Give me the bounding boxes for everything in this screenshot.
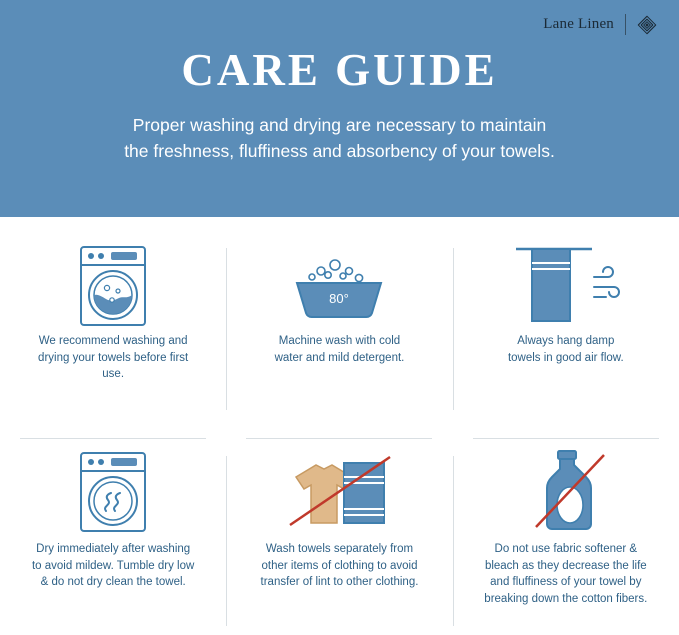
header-banner [0,0,679,217]
divider-horizontal-1 [20,438,206,439]
washing-machine-icon [73,243,153,329]
divider-vertical-4 [453,456,454,626]
tumble-dryer-icon [73,449,153,535]
tip-1-icon-box [0,217,226,337]
tip-5-line-3: transfer of lint to other clothing. [260,576,419,588]
tip-2-icon-box [226,217,452,337]
tip-6-caption [473,541,658,607]
tip-6-line-1: Do not use fabric softener & [494,543,638,555]
divider-vertical-1 [226,248,227,410]
tip-2-line-2: water and mild detergent. [274,351,405,364]
tip-3-icon-box [453,217,679,337]
tip-5-line-1: Wash towels separately from [265,543,414,555]
tip-1-line-1: We recommend washing and [38,335,188,347]
divider-vertical-3 [226,456,227,626]
tip-4-line-3: & do not dry clean the towel. [40,576,186,588]
no-mixed-laundry-icon [274,447,404,537]
brand-lockup [543,14,657,35]
tip-5-line-2: other items of clothing to avoid [261,559,418,572]
tip-4-line-2: to avoid mildew. Tumble dry low [31,559,195,572]
divider-vertical-2 [453,248,454,410]
divider-horizontal-2 [246,438,432,439]
tip-4-line-1: Dry immediately after washing [36,543,191,555]
tip-5-icon-box [226,427,452,547]
tip-3-line-1: Always hang damp [517,335,615,347]
tips-grid [0,217,679,635]
tip-6-icon-box [453,427,679,547]
tip-6-line-3: and fluffiness of your towel by [490,576,642,588]
brand-name: Lane Linen [543,16,614,32]
tips-row-1 [0,217,679,427]
tip-5-caption [247,541,432,591]
tip-card-5 [226,427,452,635]
hanging-towel-airflow-icon [506,243,626,329]
brand-divider [625,14,626,35]
tip-4-icon-box [0,427,226,547]
tips-row-2 [0,427,679,635]
diamond-knot-logo-icon [637,15,657,35]
tip-card-6 [453,427,679,635]
tip-2-line-1: Machine wash with cold [278,335,401,347]
tip-6-line-4: breaking down the cotton fibers. [484,592,648,605]
subtitle-line-2: the freshness, fluffiness and absorbency of your towels. [124,141,555,161]
tip-card-4 [0,427,226,635]
tip-1-line-3: use. [102,368,125,380]
tip-3-line-2: towels in good air flow. [507,351,624,364]
tip-card-2 [226,217,452,427]
tip-card-1 [0,217,226,427]
wash-basin-cold-water-icon [285,251,393,321]
tip-2-temperature-label: 80° [329,291,350,306]
tip-3-caption [473,333,658,366]
subtitle-line-1: Proper washing and drying are necessary to maintain [132,115,547,135]
no-fabric-softener-icon [514,447,618,537]
tip-1-line-2: drying your towels before first [38,351,189,364]
tip-card-3 [453,217,679,427]
tip-1-caption [21,333,206,383]
tip-2-caption [247,333,432,366]
page-title: CARE GUIDE [181,45,498,95]
page-subtitle [0,112,679,164]
tip-6-line-2: bleach as they decrease the life [484,559,647,572]
divider-horizontal-3 [473,438,659,439]
tip-4-caption [21,541,206,591]
